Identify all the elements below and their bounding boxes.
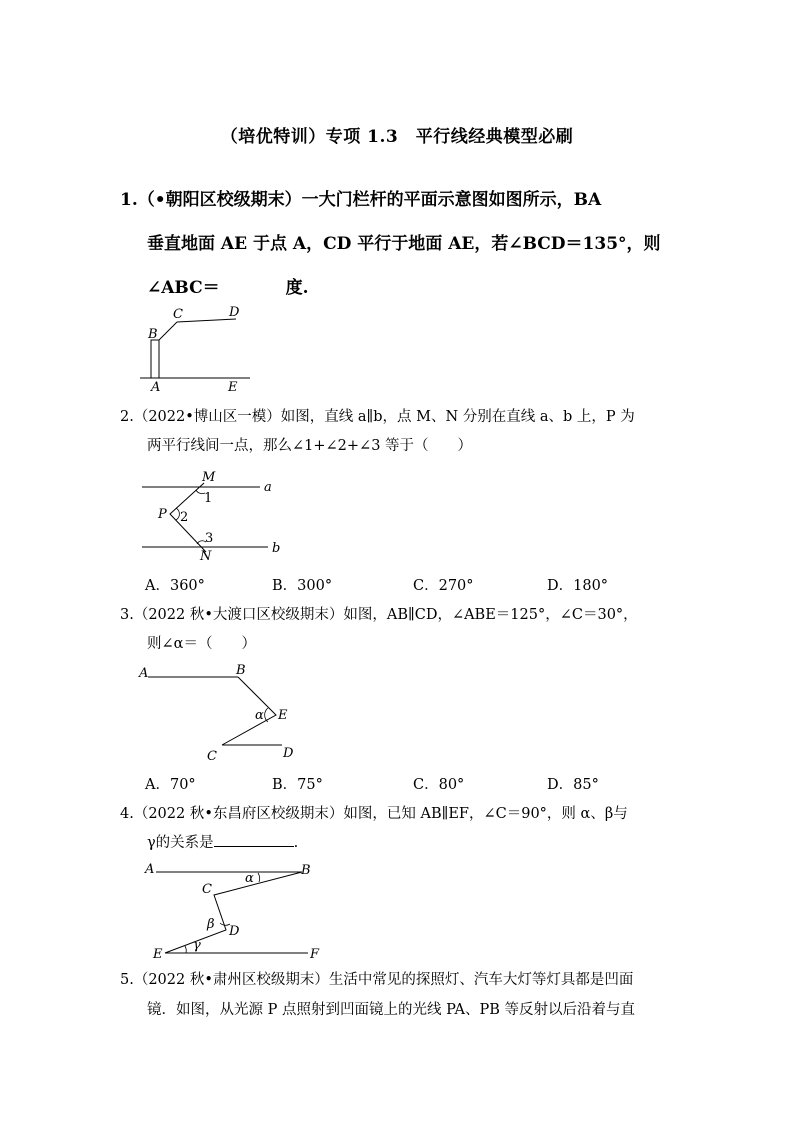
option-d[interactable]: D．180°: [547, 578, 609, 594]
label-B: B: [301, 863, 311, 878]
question-1-unit: 度.: [285, 278, 309, 298]
label-D: D: [283, 746, 294, 761]
label-N: N: [200, 549, 212, 564]
label-C: C: [207, 749, 217, 764]
label-B: B: [236, 663, 246, 678]
label-A: A: [139, 666, 149, 681]
label-A: A: [151, 380, 161, 395]
label-D: D: [229, 924, 240, 939]
label-E: E: [153, 947, 163, 962]
question-2-line-1: 2.（2022•博山区一模）如图，直线 a∥b，点 M、N 分别在直线 a、b 上，P 为: [120, 409, 635, 425]
page-title: （培优特训）专项 1.3 平行线经典模型必刷: [220, 127, 574, 147]
question-4-period: .: [293, 835, 299, 851]
label-C: C: [202, 882, 212, 897]
label-C: C: [173, 307, 183, 322]
label-E: E: [228, 380, 238, 395]
option-a[interactable]: A．70°: [145, 777, 196, 793]
option-c[interactable]: C．80°: [413, 777, 465, 793]
angle-alpha: α: [245, 871, 254, 886]
label-a: a: [264, 480, 272, 495]
question-4-prompt: γ的关系是: [147, 835, 214, 851]
question-1-line-1: 1.（•朝阳区校级期末）一大门栏杆的平面示意图如图所示，BA: [120, 190, 602, 210]
label-b: b: [272, 541, 281, 556]
label-E: E: [278, 708, 288, 723]
question-3-line-2: 则∠α＝（ ）: [147, 636, 256, 652]
question-1-line-2: 垂直地面 AE 于点 A，CD 平行于地面 AE，若∠BCD＝135°，则: [147, 234, 661, 254]
label-M: M: [202, 470, 216, 485]
question-3-line-1: 3.（2022 秋•大渡口区校级期末）如图，AB∥CD，∠ABE＝125°，∠C＝30°，: [120, 607, 638, 623]
question-5-line-2: 镜．如图，从光源 P 点照射到凹面镜上的光线 PA、PB 等反射以后沿着与直: [147, 1002, 635, 1018]
option-d[interactable]: D．85°: [547, 777, 599, 793]
option-b[interactable]: B．300°: [272, 578, 333, 594]
label-P: P: [158, 507, 167, 522]
option-c[interactable]: C．270°: [413, 578, 474, 594]
question-4-line-1: 4.（2022 秋•东昌府区校级期末）如图，已知 AB∥EF，∠C＝90°，则 α、β与: [120, 806, 628, 822]
angle-1: 1: [204, 491, 213, 506]
question-5: [120, 965, 680, 1025]
angle-beta: β: [207, 917, 215, 932]
label-D: D: [229, 305, 240, 320]
question-1-prompt: ∠ABC＝: [147, 278, 220, 298]
angle-gamma: γ: [193, 938, 201, 953]
label-F: F: [310, 947, 320, 962]
option-a[interactable]: A．360°: [145, 578, 205, 594]
angle-2: 2: [180, 510, 189, 525]
question-2-line-2: 两平行线间一点，那么∠1+∠2+∠3 等于（ ）: [147, 438, 473, 454]
angle-alpha: α: [255, 708, 264, 723]
option-b[interactable]: B．75°: [272, 777, 323, 793]
label-A: A: [145, 862, 155, 877]
question-5-line-1: 5.（2022 秋•肃州区校级期末）生活中常见的探照灯、汽车大灯等灯具都是凹面: [120, 972, 634, 988]
angle-3: 3: [205, 531, 214, 546]
label-B: B: [148, 327, 158, 342]
